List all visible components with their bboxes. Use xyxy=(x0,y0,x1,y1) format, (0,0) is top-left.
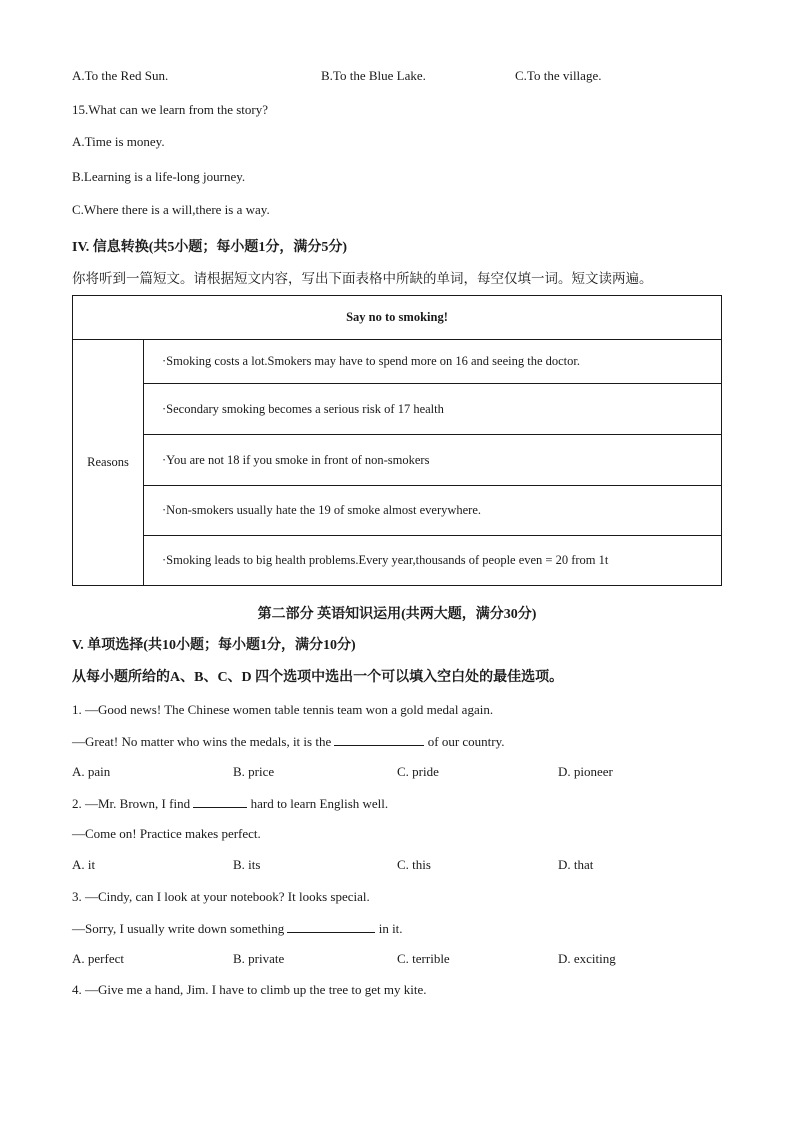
q2-line1 xyxy=(72,795,388,812)
part2-heading: 第二部分 英语知识运用(共两大题，满分30分) xyxy=(257,607,537,622)
table-title: Say no to smoking! xyxy=(73,296,722,340)
q2-option-a[interactable]: A. it xyxy=(72,857,96,872)
table-row-20: ·Smoking leads to big health problems.Every year,thousands of people even = 20 from 1t xyxy=(144,536,722,586)
q15-option-c: C.Where there is a will,there is a way. xyxy=(72,202,270,217)
table-row-18: ·You are not 18 if you smoke in front of non-smokers xyxy=(144,435,722,486)
q2-option-b[interactable]: B. its xyxy=(233,857,261,872)
q3-line1: 3. —Cindy, can I look at your notebook? It looks special. xyxy=(72,889,370,904)
q1-line2 xyxy=(72,733,505,750)
section5-instruction: 从每小题所给的A、B、C、D 四个选项中选出一个可以填入空白处的最佳选项。 xyxy=(72,670,564,685)
section5-heading: V. 单项选择(共10小题；每小题1分，满分10分) xyxy=(72,638,356,653)
q1-line1: 1. —Good news! The Chinese women table tennis team won a gold medal again. xyxy=(72,702,494,717)
q3-line2 xyxy=(72,920,403,937)
q2-option-d[interactable]: D. that xyxy=(558,857,594,872)
table-row-19: ·Non-smokers usually hate the 19 of smoke almost everywhere. xyxy=(144,486,722,536)
q1-option-d[interactable]: D. pioneer xyxy=(558,764,613,779)
table-row-17: ·Secondary smoking becomes a serious risk of 17 health xyxy=(144,384,722,435)
q15-option-a: A.Time is money. xyxy=(72,134,165,149)
q2-line1-after: hard to learn English well. xyxy=(250,796,389,811)
q3-line2-before: —Sorry, I usually write down something xyxy=(72,921,285,936)
q3-blank[interactable] xyxy=(287,920,375,933)
q1-option-a[interactable]: A. pain xyxy=(72,764,111,779)
q1-blank[interactable] xyxy=(334,733,424,746)
q3-line2-after: in it. xyxy=(378,921,403,936)
q2-line2: —Come on! Practice makes perfect. xyxy=(72,826,261,841)
info-table xyxy=(72,295,722,586)
q3-option-a[interactable]: A. perfect xyxy=(72,951,124,966)
q14-option-a: A.To the Red Sun. xyxy=(72,68,169,83)
q1-option-c[interactable]: C. pride xyxy=(397,764,439,779)
table-row-16: ·Smoking costs a lot.Smokers may have to spend more on 16 and seeing the doctor. xyxy=(144,340,722,384)
q2-blank[interactable] xyxy=(193,795,247,808)
q1-line2-before: —Great! No matter who wins the medals, it is the xyxy=(72,734,332,749)
q15-option-b: B.Learning is a life-long journey. xyxy=(72,169,246,184)
q15-question: 15.What can we learn from the story? xyxy=(72,102,269,117)
q4-line1: 4. —Give me a hand, Jim. I have to climb up the tree to get my kite. xyxy=(72,982,427,997)
q14-option-c: C.To the village. xyxy=(515,68,602,83)
q3-option-c[interactable]: C. terrible xyxy=(397,951,450,966)
q2-line1-before: 2. —Mr. Brown, I find xyxy=(72,796,191,811)
section4-heading: IV. 信息转换(共5小题；每小题1分，满分5分) xyxy=(72,240,348,255)
q1-option-b[interactable]: B. price xyxy=(233,764,275,779)
reasons-label: Reasons xyxy=(73,340,144,586)
section4-instruction: 你将听到一篇短文。请根据短文内容，写出下面表格中所缺的单词，每空仅填一词。短文读两遍。 xyxy=(72,271,653,286)
q1-line2-after: of our country. xyxy=(427,734,505,749)
q2-option-c[interactable]: C. this xyxy=(397,857,431,872)
q3-option-d[interactable]: D. exciting xyxy=(558,951,616,966)
q14-option-b: B.To the Blue Lake. xyxy=(321,68,426,83)
q3-option-b[interactable]: B. private xyxy=(233,951,285,966)
